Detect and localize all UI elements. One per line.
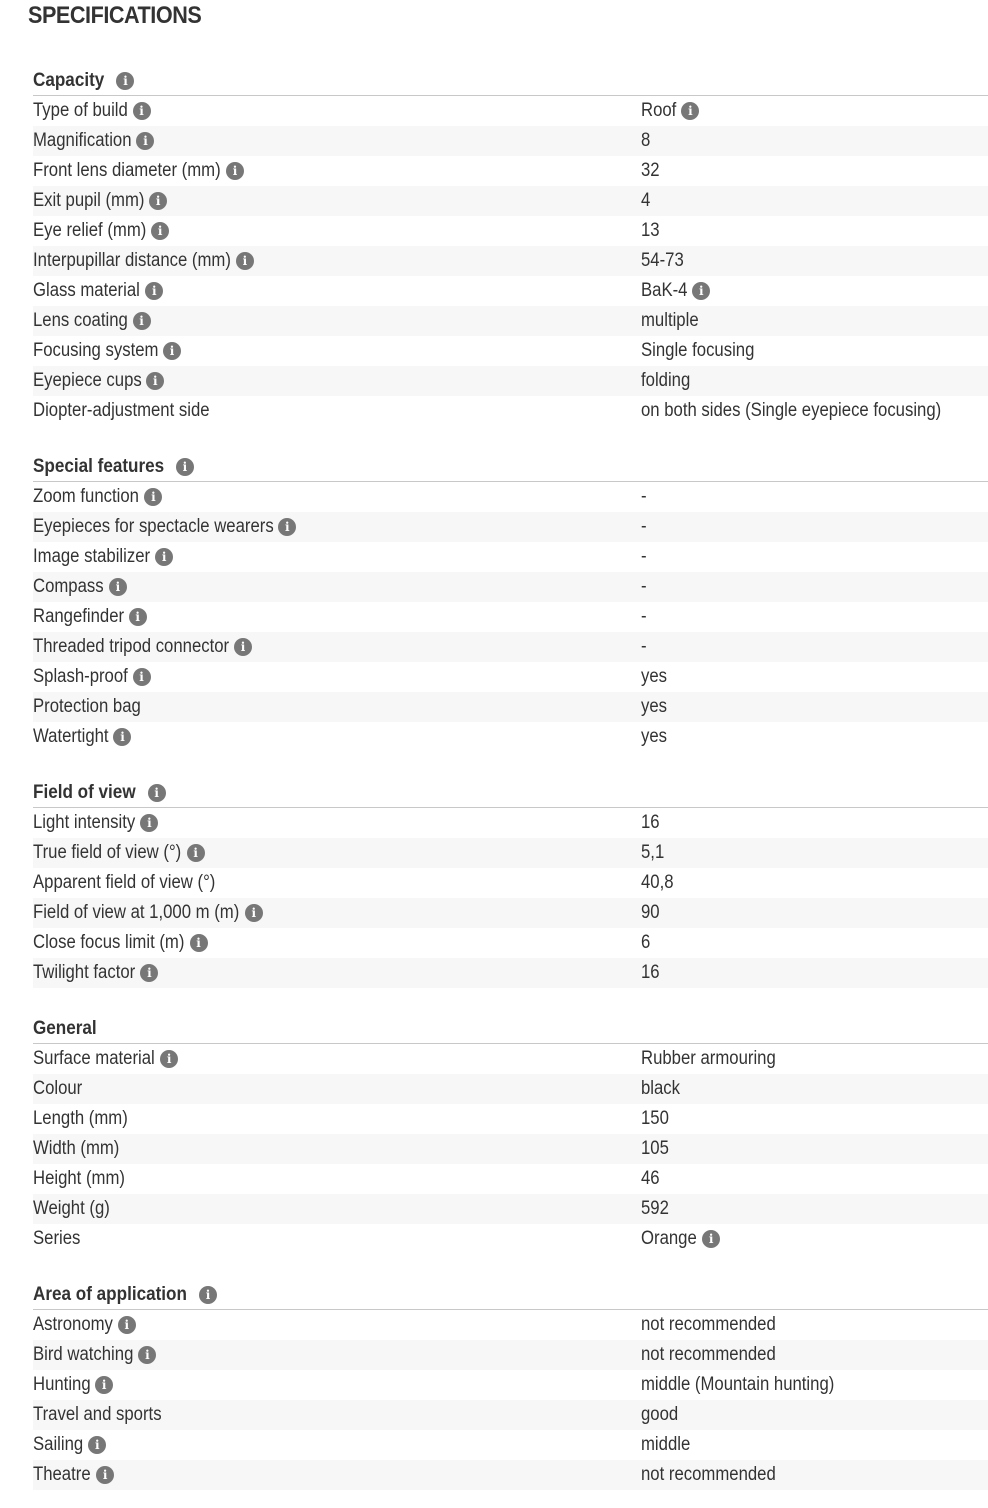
info-icon[interactable]: i <box>702 1230 720 1248</box>
spec-row-theatre <box>33 1460 988 1490</box>
spec-row-exit-pupil-mm <box>33 186 988 216</box>
spec-label-cell <box>33 1108 641 1130</box>
spec-value-cell <box>641 962 662 984</box>
spec-value: middle (Mountain hunting) <box>641 1374 835 1395</box>
spec-label: Front lens diameter (mm) <box>33 160 221 181</box>
spec-value: middle <box>641 1434 691 1455</box>
info-icon[interactable]: i <box>234 638 252 656</box>
spec-label: Glass material <box>33 280 140 301</box>
spec-value: 46 <box>641 1168 660 1189</box>
info-icon[interactable]: i <box>140 814 158 832</box>
spec-row-eyepiece-cups <box>33 366 988 396</box>
spec-label-cell <box>33 250 641 272</box>
section-heading <box>33 449 988 482</box>
spec-label-cell <box>33 576 641 598</box>
section-heading-label: Field of view <box>33 781 136 803</box>
spec-label: Exit pupil (mm) <box>33 190 145 211</box>
section-heading-label: Capacity <box>33 69 105 91</box>
info-icon[interactable]: i <box>199 1286 217 1304</box>
spec-row-colour <box>33 1074 988 1104</box>
spec-row-focusing-system <box>33 336 988 366</box>
spec-label: Diopter-adjustment side <box>33 400 210 421</box>
spec-label-cell <box>33 1078 641 1100</box>
spec-label-cell <box>33 902 641 924</box>
spec-label-cell <box>33 726 641 748</box>
section-area-of-application <box>33 1277 988 1490</box>
spec-label: Focusing system <box>33 340 159 361</box>
spec-label: Zoom function <box>33 486 139 507</box>
spec-row-light-intensity <box>33 808 988 838</box>
spec-label-cell <box>33 1198 641 1220</box>
spec-value: 150 <box>641 1108 669 1129</box>
spec-label: Interpupillar distance (mm) <box>33 250 231 271</box>
spec-value: yes <box>641 726 668 747</box>
info-icon[interactable]: i <box>133 668 151 686</box>
spec-label-cell <box>33 696 641 718</box>
spec-label-cell <box>33 310 641 332</box>
spec-label: Rangefinder <box>33 606 125 627</box>
spec-label-cell <box>33 546 641 568</box>
spec-label: Protection bag <box>33 696 141 717</box>
spec-value-cell <box>641 576 647 598</box>
spec-row-astronomy <box>33 1310 988 1340</box>
spec-label: Series <box>33 1228 81 1249</box>
section-heading <box>33 63 988 96</box>
info-icon[interactable]: i <box>138 1346 156 1364</box>
spec-label-cell <box>33 1404 641 1426</box>
spec-label: Colour <box>33 1078 83 1099</box>
spec-label: Splash-proof <box>33 666 128 687</box>
spec-label: Magnification <box>33 130 132 151</box>
spec-row-zoom-function <box>33 482 988 512</box>
spec-label-cell <box>33 280 641 302</box>
spec-row-twilight-factor <box>33 958 988 988</box>
spec-label: Bird watching <box>33 1344 134 1365</box>
spec-value: 6 <box>641 932 651 953</box>
info-icon[interactable]: i <box>163 342 181 360</box>
section-general <box>33 1011 988 1254</box>
spec-label-cell <box>33 1314 641 1336</box>
info-icon[interactable]: i <box>96 1466 114 1484</box>
info-icon[interactable]: i <box>245 904 263 922</box>
spec-value-cell <box>641 726 671 748</box>
spec-value: not recommended <box>641 1464 776 1485</box>
info-icon[interactable]: i <box>95 1376 113 1394</box>
info-icon[interactable]: i <box>190 934 208 952</box>
spec-label: Image stabilizer <box>33 546 151 567</box>
spec-value-cell <box>641 1048 794 1070</box>
spec-row-protection-bag <box>33 692 988 722</box>
spec-label-cell <box>33 516 641 538</box>
info-icon[interactable]: i <box>151 222 169 240</box>
spec-label-cell <box>33 130 641 152</box>
spec-row-diopter-adjustment-side <box>33 396 988 426</box>
info-icon[interactable]: i <box>160 1050 178 1068</box>
spec-label: True field of view (°) <box>33 842 182 863</box>
spec-value: - <box>641 486 647 507</box>
spec-value: BaK-4 <box>641 280 688 301</box>
spec-label-cell <box>33 1228 641 1250</box>
info-icon[interactable]: i <box>113 728 131 746</box>
spec-value-cell <box>641 1198 673 1220</box>
info-icon[interactable]: i <box>187 844 205 862</box>
spec-value-cell <box>641 1344 794 1366</box>
spec-value: 16 <box>641 962 660 983</box>
spec-value-cell <box>641 1108 673 1130</box>
spec-value: - <box>641 576 647 597</box>
spec-label: Length (mm) <box>33 1108 128 1129</box>
spec-label: Eyepieces for spectacle wearers <box>33 516 274 537</box>
spec-value-cell <box>641 1228 720 1250</box>
spec-value: - <box>641 636 647 657</box>
spec-label-cell <box>33 666 641 688</box>
spec-value-cell <box>641 1464 794 1486</box>
spec-value: 54-73 <box>641 250 684 271</box>
spec-label: Sailing <box>33 1434 84 1455</box>
spec-label-cell <box>33 1374 641 1396</box>
spec-value: yes <box>641 666 668 687</box>
spec-row-height-mm <box>33 1164 988 1194</box>
info-icon[interactable]: i <box>118 1316 136 1334</box>
spec-label: Width (mm) <box>33 1138 120 1159</box>
spec-value: folding <box>641 370 691 391</box>
page-title: SPECIFICATIONS <box>28 2 202 29</box>
spec-value-cell <box>641 606 647 628</box>
spec-value-cell <box>641 1314 794 1336</box>
spec-value-cell <box>641 1434 697 1456</box>
info-icon[interactable]: i <box>133 102 151 120</box>
spec-label: Astronomy <box>33 1314 113 1335</box>
spec-row-threaded-tripod-connector <box>33 632 988 662</box>
spec-label: Twilight factor <box>33 962 136 983</box>
spec-value: on both sides (Single eyepiece focusing) <box>641 400 942 421</box>
spec-value: 16 <box>641 812 660 833</box>
spec-value-cell <box>641 1404 683 1426</box>
spec-label: Weight (g) <box>33 1198 110 1219</box>
section-heading-label: Special features <box>33 455 165 477</box>
spec-row-lens-coating <box>33 306 988 336</box>
spec-label-cell <box>33 160 641 182</box>
spec-label-cell <box>33 812 641 834</box>
spec-label-cell <box>33 220 641 242</box>
spec-value-cell <box>641 546 647 568</box>
spec-value-cell <box>641 872 678 894</box>
spec-row-bird-watching <box>33 1340 988 1370</box>
info-icon[interactable]: i <box>136 132 154 150</box>
spec-value: Rubber armouring <box>641 1048 776 1069</box>
spec-label: Lens coating <box>33 310 128 331</box>
spec-row-eye-relief-mm <box>33 216 988 246</box>
info-icon[interactable]: i <box>116 72 134 90</box>
spec-value-cell <box>641 220 662 242</box>
spec-label: Watertight <box>33 726 109 747</box>
spec-row-eyepieces-for-spectacle-wearers <box>33 512 988 542</box>
info-icon[interactable]: i <box>236 252 254 270</box>
spec-value-cell <box>641 280 710 302</box>
spec-value-cell <box>641 666 671 688</box>
spec-value: 90 <box>641 902 660 923</box>
spec-value-cell <box>641 902 662 924</box>
section-heading-label: Area of application <box>33 1283 187 1305</box>
spec-value-cell <box>641 1138 673 1160</box>
spec-value: - <box>641 606 647 627</box>
spec-label-cell <box>33 872 641 894</box>
spec-label: Type of build <box>33 100 128 121</box>
spec-value-cell <box>641 130 652 152</box>
spec-label: Field of view at 1,000 m (m) <box>33 902 240 923</box>
section-heading-label: General <box>33 1017 97 1039</box>
spec-row-length-mm <box>33 1104 988 1134</box>
spec-row-surface-material <box>33 1044 988 1074</box>
spec-value: good <box>641 1404 679 1425</box>
section-heading <box>33 1277 988 1310</box>
spec-row-rangefinder <box>33 602 988 632</box>
spec-value: not recommended <box>641 1314 776 1335</box>
spec-label: Eyepiece cups <box>33 370 142 391</box>
spec-value-cell <box>641 516 647 538</box>
spec-value: 592 <box>641 1198 669 1219</box>
info-icon[interactable]: i <box>149 192 167 210</box>
spec-value-cell <box>641 932 652 954</box>
spec-label: Apparent field of view (°) <box>33 872 216 893</box>
spec-row-sailing <box>33 1430 988 1460</box>
info-icon[interactable]: i <box>226 162 244 180</box>
spec-row-splash-proof <box>33 662 988 692</box>
spec-label: Eye relief (mm) <box>33 220 147 241</box>
spec-label: Compass <box>33 576 104 597</box>
info-icon[interactable]: i <box>681 102 699 120</box>
spec-row-interpupillar-distance-mm <box>33 246 988 276</box>
spec-label-cell <box>33 100 641 122</box>
spec-label-cell <box>33 1168 641 1190</box>
spec-row-apparent-field-of-view <box>33 868 988 898</box>
spec-value: - <box>641 516 647 537</box>
spec-value: - <box>641 546 647 567</box>
spec-row-hunting <box>33 1370 988 1400</box>
spec-row-watertight <box>33 722 988 752</box>
spec-row-type-of-build <box>33 96 988 126</box>
spec-value: black <box>641 1078 681 1099</box>
spec-value: Orange <box>641 1228 697 1249</box>
spec-label: Light intensity <box>33 812 136 833</box>
spec-row-field-of-view-at-1-000-m-m <box>33 898 988 928</box>
spec-value: 8 <box>641 130 651 151</box>
spec-value: 40,8 <box>641 872 674 893</box>
spec-value-cell <box>641 340 770 362</box>
info-icon[interactable]: i <box>155 548 173 566</box>
info-icon[interactable]: i <box>133 312 151 330</box>
spec-value-cell <box>641 696 671 718</box>
info-icon[interactable]: i <box>109 578 127 596</box>
spec-value: yes <box>641 696 668 717</box>
spec-value-cell <box>641 842 667 864</box>
spec-label-cell <box>33 400 641 422</box>
spec-value-cell <box>641 100 699 122</box>
spec-label: Threaded tripod connector <box>33 636 230 657</box>
spec-value: 32 <box>641 160 660 181</box>
spec-row-weight-g <box>33 1194 988 1224</box>
spec-value-cell <box>641 812 662 834</box>
spec-label-cell <box>33 340 641 362</box>
section-special-features <box>33 449 988 752</box>
spec-value: 105 <box>641 1138 669 1159</box>
spec-label-cell <box>33 606 641 628</box>
spec-value: not recommended <box>641 1344 776 1365</box>
spec-row-magnification <box>33 126 988 156</box>
spec-value-cell <box>641 1078 685 1100</box>
info-icon[interactable]: i <box>278 518 296 536</box>
spec-label: Theatre <box>33 1464 91 1485</box>
spec-value-cell <box>641 190 652 212</box>
spec-value-cell <box>641 250 690 272</box>
spec-value: Roof <box>641 100 677 121</box>
spec-row-front-lens-diameter-mm <box>33 156 988 186</box>
spec-row-close-focus-limit-m <box>33 928 988 958</box>
spec-label: Height (mm) <box>33 1168 125 1189</box>
spec-label-cell <box>33 636 641 658</box>
spec-value: Single focusing <box>641 340 755 361</box>
spec-row-true-field-of-view <box>33 838 988 868</box>
section-heading <box>33 775 988 808</box>
spec-value-cell <box>641 400 982 422</box>
spec-label: Hunting <box>33 1374 91 1395</box>
spec-label-cell <box>33 1464 641 1486</box>
info-icon[interactable]: i <box>145 282 163 300</box>
info-icon[interactable]: i <box>88 1436 106 1454</box>
spec-value: 4 <box>641 190 651 211</box>
spec-label-cell <box>33 1138 641 1160</box>
spec-row-compass <box>33 572 988 602</box>
info-icon[interactable]: i <box>144 488 162 506</box>
spec-label-cell <box>33 1344 641 1366</box>
spec-label: Travel and sports <box>33 1404 162 1425</box>
spec-value-cell <box>641 1374 861 1396</box>
section-capacity <box>33 63 988 426</box>
info-icon[interactable]: i <box>129 608 147 626</box>
spec-row-width-mm <box>33 1134 988 1164</box>
spec-row-travel-and-sports <box>33 1400 988 1430</box>
spec-label: Close focus limit (m) <box>33 932 185 953</box>
spec-label-cell <box>33 962 641 984</box>
spec-row-glass-material <box>33 276 988 306</box>
spec-value-cell <box>641 636 647 658</box>
spec-value-cell <box>641 486 647 508</box>
spec-label-cell <box>33 932 641 954</box>
spec-label-cell <box>33 190 641 212</box>
info-icon[interactable]: i <box>140 964 158 982</box>
spec-value: multiple <box>641 310 699 331</box>
spec-label-cell <box>33 1048 641 1070</box>
spec-row-series <box>33 1224 988 1254</box>
spec-value: 5,1 <box>641 842 665 863</box>
spec-label-cell <box>33 1434 641 1456</box>
info-icon[interactable]: i <box>148 784 166 802</box>
spec-value-cell <box>641 160 662 182</box>
spec-value-cell <box>641 370 697 392</box>
spec-label-cell <box>33 486 641 508</box>
spec-label-cell <box>33 842 641 864</box>
section-field-of-view <box>33 775 988 988</box>
info-icon[interactable]: i <box>692 282 710 300</box>
info-icon[interactable]: i <box>176 458 194 476</box>
spec-value: 13 <box>641 220 660 241</box>
spec-value-cell <box>641 310 706 332</box>
spec-value-cell <box>641 1168 662 1190</box>
spec-label: Surface material <box>33 1048 155 1069</box>
section-heading <box>33 1011 988 1044</box>
spec-label-cell <box>33 370 641 392</box>
info-icon[interactable]: i <box>146 372 164 390</box>
spec-row-image-stabilizer <box>33 542 988 572</box>
